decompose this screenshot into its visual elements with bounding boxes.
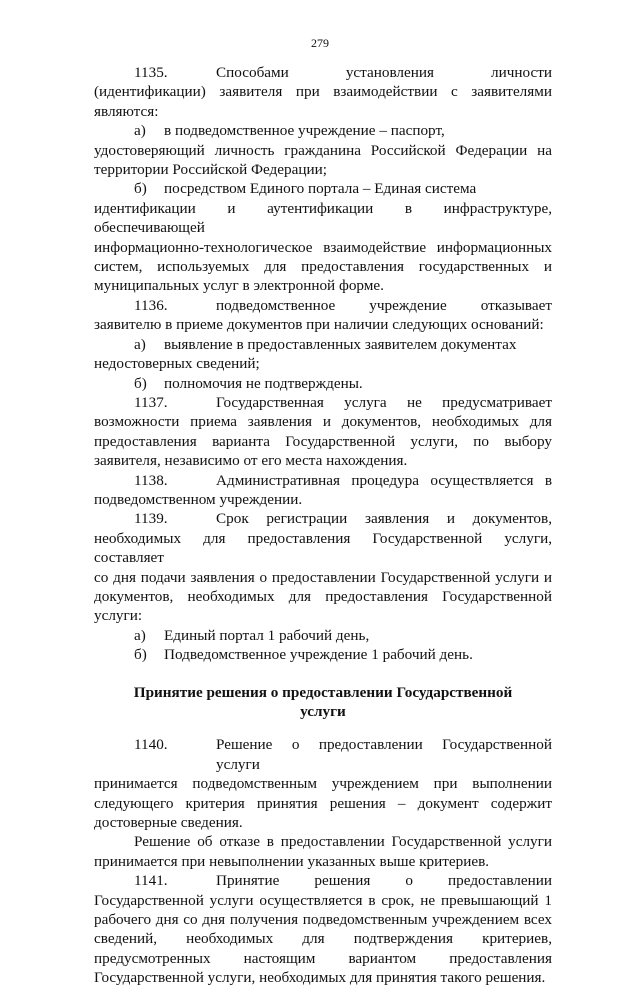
subitem-text: полномочия не подтверждены. (164, 374, 363, 392)
paragraph-number: 1137. (134, 393, 168, 411)
paragraph-line: подведомственном учреждении. (94, 490, 303, 508)
subitem-marker: а) (134, 626, 146, 644)
subitem-marker: а) (134, 335, 146, 353)
paragraph-line: территории Российской Федерации; (94, 161, 327, 179)
paragraph-text: подведомственное учреждение отказывает (216, 296, 552, 314)
subitem-1139-a (94, 626, 552, 645)
paragraph-line: Решение об отказе в предоставлении Государственной услуги (134, 833, 552, 851)
paragraph-line: документов, необходимых для предоставления Государственной (94, 587, 552, 605)
subitem-1139-b (94, 645, 552, 664)
paragraph-line: заявителя, независимо от его места нахождения. (94, 452, 408, 470)
paragraph-first-line (94, 471, 552, 490)
paragraph-line: муниципальных услуг в электронной форме. (94, 277, 384, 295)
subitem-text: выявление в предоставленных заявителем документах (164, 335, 517, 353)
section-heading-line: услуги (300, 703, 346, 720)
paragraph-first-line (94, 63, 552, 82)
document-body (94, 63, 552, 988)
paragraph-line: предоставления варианта Государственной услуги, по выбору (94, 432, 552, 450)
section-heading-line: Принятие решения о предоставлении Государственной (133, 683, 513, 701)
subitem-1136-a (94, 335, 552, 374)
paragraph-1136 (94, 296, 552, 335)
subitem-marker: б) (134, 646, 147, 664)
page-number: 279 (311, 36, 329, 50)
subitem-text: Подведомственное учреждение 1 рабочий день. (164, 646, 473, 664)
paragraph-line: Государственной услуги, необходимых для принятия такого решения. (94, 969, 546, 987)
paragraph-text: Решение о предоставлении Государственной услуги (216, 736, 552, 773)
paragraph-line: сведений, необходимых для подтверждения критериев, (94, 930, 552, 948)
subitem-text: Единый портал 1 рабочий день, (164, 626, 370, 644)
paragraph-number: 1140. (134, 736, 168, 754)
paragraph-1139 (94, 509, 552, 625)
subitem-marker: б) (134, 180, 147, 198)
subitem-text: в подведомственное учреждение – паспорт, (164, 122, 445, 140)
paragraph-line: Государственной услуги осуществляется в срок, не превышающий 1 (94, 891, 552, 909)
subitem-first-line (94, 179, 552, 198)
paragraph-line: принимается подведомственным учреждением при выполнении (94, 775, 552, 793)
paragraph-number: 1136. (134, 296, 168, 314)
paragraph-line: следующего критерия принятия решения – документ содержит (94, 794, 552, 812)
paragraph-text: Принятие решения о предоставлении (216, 872, 552, 890)
paragraph-line: рабочего дня со дня получения подведомственным учреждением всех (94, 911, 552, 929)
section-heading (94, 683, 552, 722)
paragraph-1140 (94, 735, 552, 832)
paragraph-text: Способами установления личности (216, 64, 552, 81)
paragraph-refusal (94, 832, 552, 871)
paragraph-1135 (94, 63, 552, 121)
paragraph-1138 (94, 471, 552, 510)
paragraph-number: 1135. (134, 64, 168, 81)
subitem-text: посредством Единого портала – Единая система (164, 180, 477, 198)
paragraph-line: возможности приема заявления и документов, необходимых для (94, 413, 552, 431)
paragraph-first-line (94, 871, 552, 890)
paragraph-line: (идентификации) заявителя при взаимодействии с заявителями (94, 83, 552, 101)
paragraph-line: информационно-технологическое взаимодействие информационных (94, 238, 552, 256)
subitem-1136-b (94, 374, 552, 393)
paragraph-line: являются: (94, 102, 159, 120)
paragraph-1141 (94, 871, 552, 987)
paragraph-text: Срок регистрации заявления и документов, (216, 510, 552, 528)
subitem-first-line (94, 335, 552, 354)
paragraph-line: систем, используемых для предоставления государственных и (94, 258, 552, 276)
subitem-1135-a (94, 121, 552, 179)
paragraph-line: недостоверных сведений; (94, 355, 260, 373)
subitem-marker: а) (134, 122, 146, 140)
paragraph-line: предусмотренных настоящим вариантом предоставления (94, 949, 552, 967)
subitem-marker: б) (134, 374, 147, 392)
paragraph-line: заявителю в приеме документов при наличии следующих оснований: (94, 316, 544, 334)
paragraph-first-line (94, 735, 552, 774)
paragraph-number: 1139. (134, 510, 168, 528)
paragraph-line: со дня подачи заявления о предоставлении Государственной услуги и (94, 568, 552, 586)
paragraph-text: Государственная услуга не предусматривает (216, 393, 552, 411)
paragraph-line: удостоверяющий личность гражданина Российской Федерации на (94, 141, 552, 159)
paragraph-line: достоверные сведения. (94, 814, 243, 832)
paragraph-line: необходимых для предоставления Государственной услуги, составляет (94, 529, 552, 567)
subitem-first-line (94, 121, 552, 140)
paragraph-number: 1138. (134, 471, 168, 489)
paragraph-text: Административная процедура осуществляется в (216, 471, 552, 489)
subitem-1135-b (94, 179, 552, 295)
paragraph-first-line (94, 509, 552, 528)
paragraph-line: принимается при невыполнении указанных выше критериев. (94, 852, 490, 870)
paragraph-line: услуги: (94, 607, 143, 625)
paragraph-number: 1141. (134, 872, 168, 890)
paragraph-first-line (94, 296, 552, 315)
paragraph-first-line (94, 393, 552, 412)
paragraph-line: идентификации и аутентификации в инфраструктуре, обеспечивающей (94, 199, 552, 237)
paragraph-1137 (94, 393, 552, 471)
